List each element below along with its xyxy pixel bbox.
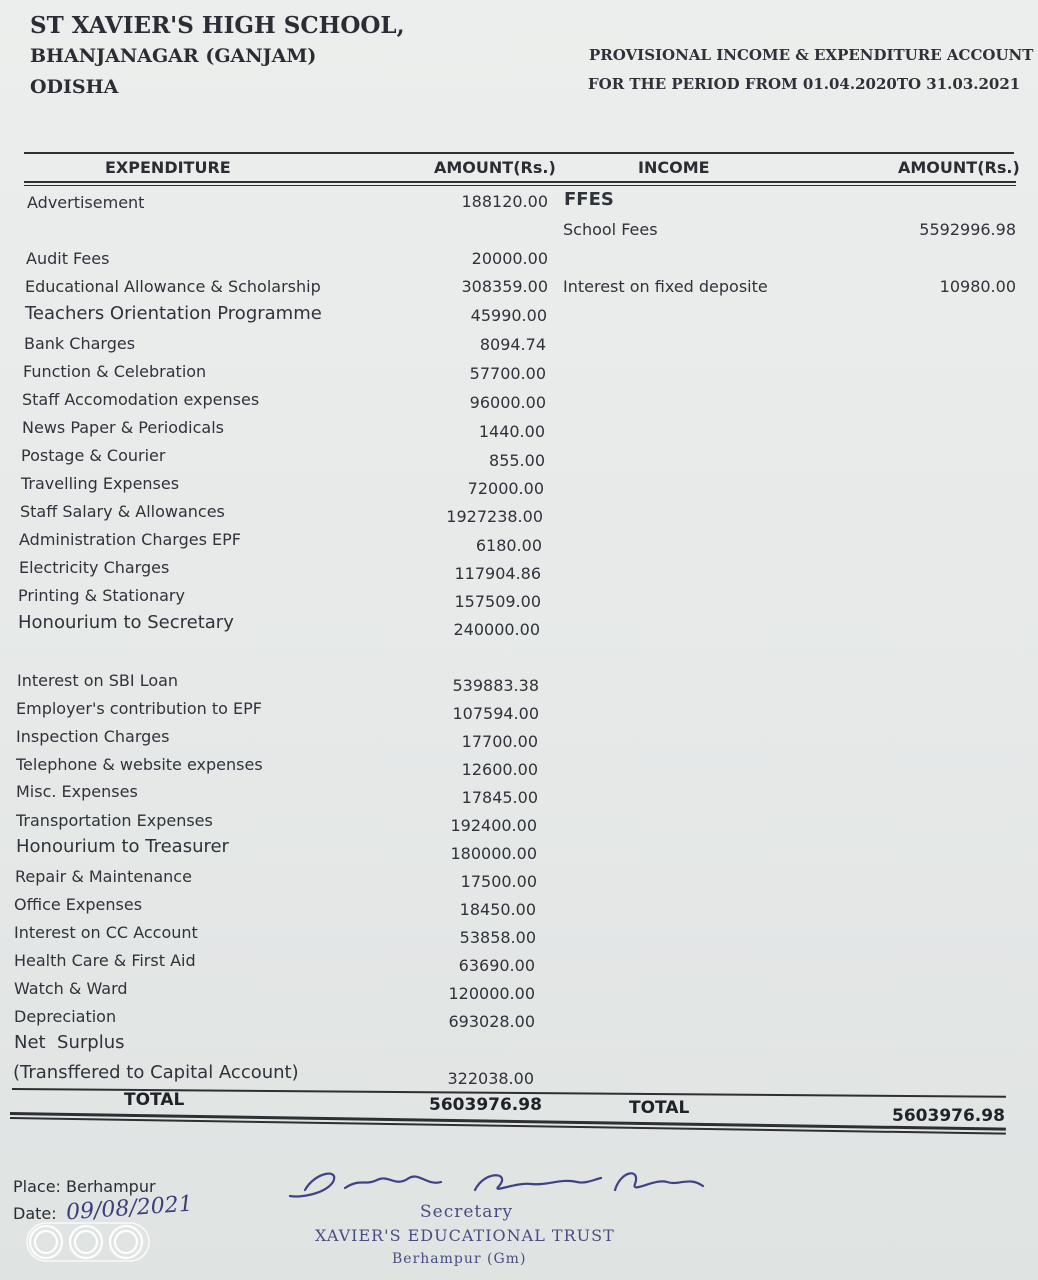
expense-label: Audit Fees bbox=[26, 249, 110, 268]
expense-label: Interest on SBI Loan bbox=[17, 671, 179, 690]
expense-amount: 240000.00 bbox=[453, 620, 540, 639]
total-right-label: TOTAL bbox=[629, 1098, 690, 1118]
expense-amount: 45990.00 bbox=[470, 306, 547, 325]
expense-label: Honourium to Treasurer bbox=[16, 836, 229, 857]
expense-amount: 322038.00 bbox=[447, 1069, 534, 1088]
total-right-amount: 5603976.98 bbox=[892, 1106, 1005, 1126]
expense-label: Depreciation bbox=[14, 1007, 117, 1026]
expense-amount: 107594.00 bbox=[452, 704, 539, 723]
expense-label: Honourium to Secretary bbox=[18, 612, 234, 633]
expense-label: Inspection Charges bbox=[16, 727, 170, 746]
header-rule-top bbox=[24, 152, 1014, 154]
income-amount: 5592996.98 bbox=[919, 220, 1016, 239]
stamp-circles-icon bbox=[26, 1222, 151, 1264]
expense-label: Administration Charges EPF bbox=[19, 530, 241, 549]
expense-label: Function & Celebration bbox=[23, 362, 207, 381]
date-label: Date: bbox=[13, 1204, 57, 1223]
income-label: Interest on fixed deposite bbox=[563, 277, 768, 296]
income-label: School Fees bbox=[563, 220, 658, 239]
account-title: PROVISIONAL INCOME & EXPENDITURE ACCOUNT bbox=[589, 46, 1034, 64]
handwritten-date: 09/08/2021 bbox=[65, 1191, 194, 1226]
total-left-amount: 5603976.98 bbox=[429, 1095, 542, 1115]
expense-label: Office Expenses bbox=[14, 895, 143, 914]
school-name: ST XAVIER'S HIGH SCHOOL, bbox=[30, 12, 405, 39]
expense-label: Educational Allowance & Scholarship bbox=[25, 277, 321, 296]
expense-label: Net Surplus bbox=[14, 1032, 125, 1053]
expense-amount: 855.00 bbox=[489, 451, 545, 470]
expense-amount: 6180.00 bbox=[475, 536, 542, 555]
expense-amount: 17845.00 bbox=[461, 788, 538, 807]
expense-label: Travelling Expenses bbox=[21, 474, 180, 493]
expense-label: Bank Charges bbox=[24, 334, 136, 353]
expense-amount: 96000.00 bbox=[469, 393, 546, 412]
expense-amount: 1440.00 bbox=[478, 422, 545, 441]
income-amount: 10980.00 bbox=[939, 277, 1016, 296]
expense-label: Health Care & First Aid bbox=[14, 951, 196, 970]
col-income: INCOME bbox=[638, 158, 710, 177]
expense-amount: 188120.00 bbox=[461, 192, 548, 211]
expense-label: Repair & Maintenance bbox=[15, 867, 192, 886]
expense-amount: 120000.00 bbox=[448, 984, 535, 1003]
school-location: BHANJANAGAR (GANJAM) bbox=[30, 45, 317, 67]
expense-amount: 539883.38 bbox=[452, 676, 539, 695]
expense-label: Postage & Courier bbox=[21, 446, 166, 465]
expense-amount: 17500.00 bbox=[460, 872, 537, 891]
expense-amount: 63690.00 bbox=[458, 956, 535, 975]
header-rule-bottom bbox=[24, 181, 1016, 183]
expense-label: Teachers Orientation Programme bbox=[25, 303, 322, 324]
expense-label: News Paper & Periodicals bbox=[22, 418, 224, 437]
expense-label: Staff Accomodation expenses bbox=[22, 390, 260, 409]
expense-amount: 308359.00 bbox=[461, 277, 548, 296]
expense-amount: 8094.74 bbox=[479, 335, 546, 354]
expense-amount: 693028.00 bbox=[448, 1012, 535, 1031]
expense-amount: 157509.00 bbox=[454, 592, 541, 611]
expense-label: Transportation Expenses bbox=[16, 811, 213, 830]
col-amount-left: AMOUNT(Rs.) bbox=[434, 158, 556, 177]
trust-name: XAVIER'S EDUCATIONAL TRUST bbox=[315, 1226, 615, 1245]
col-amount-right: AMOUNT(Rs.) bbox=[898, 158, 1020, 177]
expense-label: Advertisement bbox=[27, 193, 145, 212]
expense-amount: 1927238.00 bbox=[446, 507, 543, 526]
expense-amount: 57700.00 bbox=[469, 364, 546, 383]
income-heading-label: FFES bbox=[564, 189, 614, 210]
expense-label: Interest on CC Account bbox=[14, 923, 198, 942]
expense-amount: 20000.00 bbox=[471, 249, 548, 268]
expense-amount: 72000.00 bbox=[467, 479, 544, 498]
expense-amount: 117904.86 bbox=[454, 564, 541, 583]
place-text: Place: Berhampur bbox=[13, 1177, 156, 1196]
secretary-designation: Secretary bbox=[420, 1202, 514, 1222]
expense-amount: 18450.00 bbox=[459, 900, 536, 919]
account-period: FOR THE PERIOD FROM 01.04.2020TO 31.03.2021 bbox=[588, 75, 1021, 93]
col-expenditure: EXPENDITURE bbox=[105, 158, 231, 177]
expense-label: (Transffered to Capital Account) bbox=[13, 1062, 299, 1083]
expense-label: Telephone & website expenses bbox=[16, 755, 263, 774]
expense-amount: 192400.00 bbox=[450, 816, 537, 835]
expense-label: Employer's contribution to EPF bbox=[16, 699, 262, 718]
expense-label: Staff Salary & Allowances bbox=[20, 502, 225, 521]
total-left-label: TOTAL bbox=[124, 1090, 185, 1110]
expense-amount: 180000.00 bbox=[450, 844, 537, 863]
expense-label: Electricity Charges bbox=[19, 558, 170, 577]
expense-label: Watch & Ward bbox=[14, 979, 128, 998]
header-rule-bottom-2 bbox=[24, 185, 1016, 186]
expense-label: Printing & Stationary bbox=[18, 586, 185, 605]
school-state: ODISHA bbox=[30, 76, 119, 98]
trust-city: Berhampur (Gm) bbox=[392, 1251, 527, 1267]
expense-label: Misc. Expenses bbox=[16, 782, 138, 801]
expense-amount: 17700.00 bbox=[461, 732, 538, 751]
expense-amount: 12600.00 bbox=[461, 760, 538, 779]
expense-amount: 53858.00 bbox=[459, 928, 536, 947]
